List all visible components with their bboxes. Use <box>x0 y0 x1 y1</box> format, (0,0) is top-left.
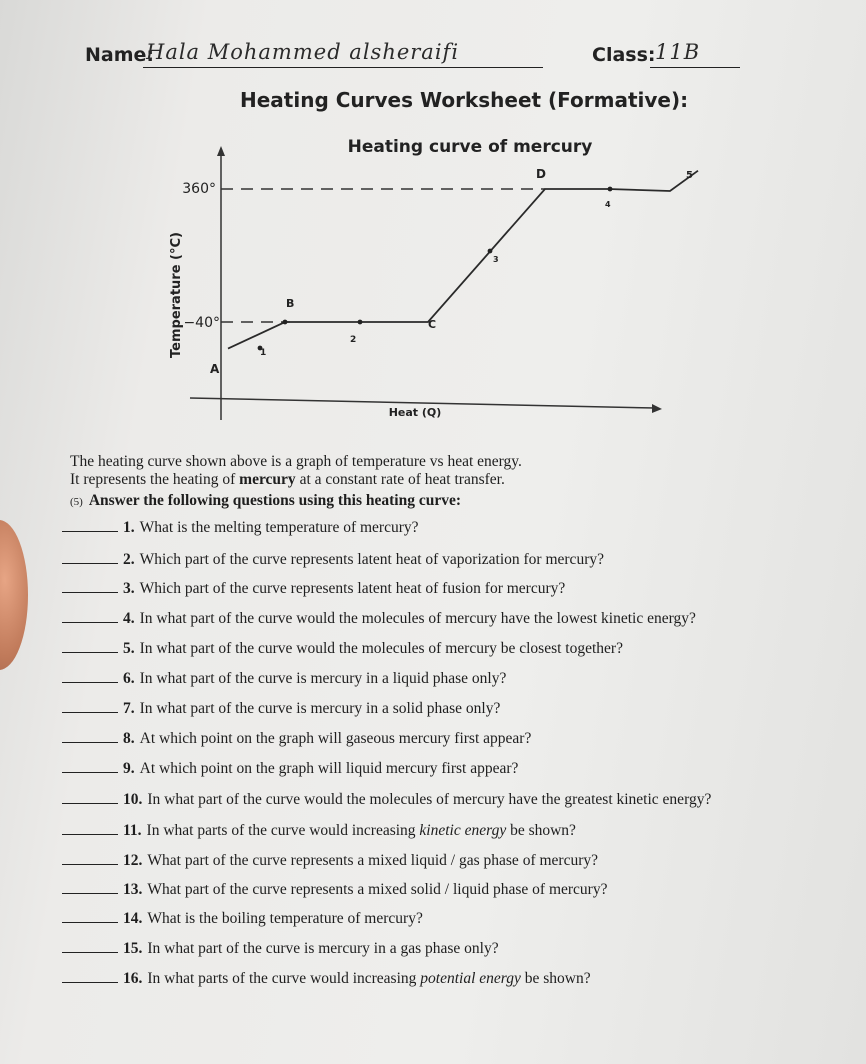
answer-blank[interactable] <box>62 531 118 532</box>
question-number: 6. <box>123 670 135 687</box>
segment-label-1: 2 <box>350 335 357 345</box>
question-text: At which point on the graph will gaseous mercury first appear? <box>139 730 532 747</box>
question-number: 3. <box>123 580 135 597</box>
question-number: 5. <box>123 640 135 657</box>
question-number: 14. <box>123 910 143 927</box>
question-text-post: be shown? <box>506 822 576 839</box>
question-1 <box>62 519 419 537</box>
class-label: Class: <box>592 44 656 66</box>
question-8 <box>62 730 531 748</box>
intro-line-1: The heating curve shown above is a graph of temperature vs heat energy. <box>70 453 522 470</box>
thumb <box>0 520 28 670</box>
question-13 <box>62 881 607 899</box>
segment-label-3: 4 <box>605 200 611 209</box>
question-10 <box>62 791 711 809</box>
answer-blank[interactable] <box>62 772 118 773</box>
answer-blank[interactable] <box>62 652 118 653</box>
question-text-pre: In what parts of the curve would increasing <box>147 970 421 987</box>
question-9 <box>62 760 518 778</box>
question-number: 12. <box>123 852 143 869</box>
question-number: 13. <box>123 881 143 898</box>
question-number: 9. <box>123 760 135 777</box>
intro-line-2-bold: mercury <box>239 471 296 488</box>
question-number: 15. <box>123 940 143 957</box>
question-16 <box>62 970 591 988</box>
y-tick-minus40: −40° <box>183 315 220 331</box>
point-label-1: B <box>286 297 295 310</box>
instruction: Answer the following questions using this heating curve: <box>88 492 462 509</box>
worksheet-title: Heating Curves Worksheet (Formative): <box>240 88 689 112</box>
question-text: What is the melting temperature of mercury? <box>139 519 419 536</box>
answer-blank[interactable] <box>62 803 118 804</box>
question-12 <box>62 852 598 870</box>
question-text: In what part of the curve is mercury in a solid phase only? <box>139 700 501 717</box>
heating-curve-line <box>228 171 698 349</box>
segment-label-4: 5 <box>686 170 693 181</box>
point-label-0: A <box>210 362 220 376</box>
question-number: 2. <box>123 551 135 568</box>
question-text-emphasis: potential energy <box>420 970 521 987</box>
answer-blank[interactable] <box>62 952 118 953</box>
question-text: Which part of the curve represents latent heat of fusion for mercury? <box>139 580 566 597</box>
question-5 <box>62 640 623 658</box>
answer-blank[interactable] <box>62 834 118 835</box>
question-text-pre: In what parts of the curve would increasing <box>146 822 420 839</box>
instruction-line <box>70 492 461 510</box>
point-label-2: C <box>428 318 437 331</box>
x-axis-arrow <box>652 404 662 413</box>
question-14 <box>62 910 423 928</box>
question-text: At which point on the graph will liquid mercury first appear? <box>139 760 519 777</box>
answer-blank[interactable] <box>62 682 118 683</box>
question-2 <box>62 551 604 569</box>
question-text: In what part of the curve would the molecules of mercury have the greatest kinetic energy? <box>147 791 712 808</box>
intro-line-2-pre: It represents the heating of <box>70 471 240 488</box>
question-15 <box>62 940 499 958</box>
class-handwriting: 11B <box>655 40 701 64</box>
question-text-post: be shown? <box>520 970 591 987</box>
marks: (5) <box>70 496 83 508</box>
chart-title: Heating curve of mercury <box>347 137 593 157</box>
question-text: What part of the curve represents a mixed solid / liquid phase of mercury? <box>147 881 608 898</box>
answer-blank[interactable] <box>62 742 118 743</box>
name-label: Name: <box>85 44 155 66</box>
question-text: In what part of the curve is mercury in a liquid phase only? <box>139 670 507 687</box>
heating-curve-chart <box>150 130 710 430</box>
segment-label-2: 3 <box>493 255 499 264</box>
answer-blank[interactable] <box>62 864 118 865</box>
answer-blank[interactable] <box>62 563 118 564</box>
curve-point-2 <box>488 249 493 254</box>
y-tick-360: 360° <box>182 181 216 197</box>
answer-blank[interactable] <box>62 922 118 923</box>
question-text: In what part of the curve would the molecules of mercury have the lowest kinetic energy? <box>139 610 696 627</box>
intro-line-2 <box>70 471 505 489</box>
y-axis-arrow <box>217 146 225 156</box>
curve-labels <box>210 167 693 376</box>
answer-blank[interactable] <box>62 712 118 713</box>
question-number: 8. <box>123 730 135 747</box>
point-label-3: D <box>536 167 546 181</box>
question-number: 1. <box>123 519 135 536</box>
question-text: What part of the curve represents a mixed liquid / gas phase of mercury? <box>147 852 598 869</box>
question-number: 11. <box>123 822 142 839</box>
question-3 <box>62 580 565 598</box>
question-number: 7. <box>123 700 135 717</box>
curve-point-5 <box>358 320 363 325</box>
question-number: 10. <box>123 791 143 808</box>
question-6 <box>62 670 506 688</box>
intro-line-2-post: at a constant rate of heat transfer. <box>295 471 505 488</box>
y-axis-label: Temperature (°C) <box>169 232 184 358</box>
name-handwriting: Hala Mohammed alsheraifi <box>146 40 460 64</box>
question-text: What is the boiling temperature of mercury? <box>147 910 423 927</box>
answer-blank[interactable] <box>62 982 118 983</box>
question-text: In what part of the curve is mercury in a gas phase only? <box>147 940 499 957</box>
question-text-emphasis: kinetic energy <box>419 822 507 839</box>
question-text: Which part of the curve represents latent heat of vaporization for mercury? <box>139 551 604 568</box>
question-text: In what part of the curve would the molecules of mercury be closest together? <box>139 640 623 657</box>
question-11 <box>62 822 576 840</box>
x-axis-label: Heat (Q) <box>388 406 442 419</box>
answer-blank[interactable] <box>62 622 118 623</box>
answer-blank[interactable] <box>62 893 118 894</box>
curve-point-1 <box>283 320 288 325</box>
question-4 <box>62 610 696 628</box>
curve-point-3 <box>608 187 613 192</box>
answer-blank[interactable] <box>62 592 118 593</box>
segment-label-0: 1 <box>260 348 267 358</box>
question-7 <box>62 700 500 718</box>
question-number: 4. <box>123 610 135 627</box>
question-number: 16. <box>123 970 143 987</box>
